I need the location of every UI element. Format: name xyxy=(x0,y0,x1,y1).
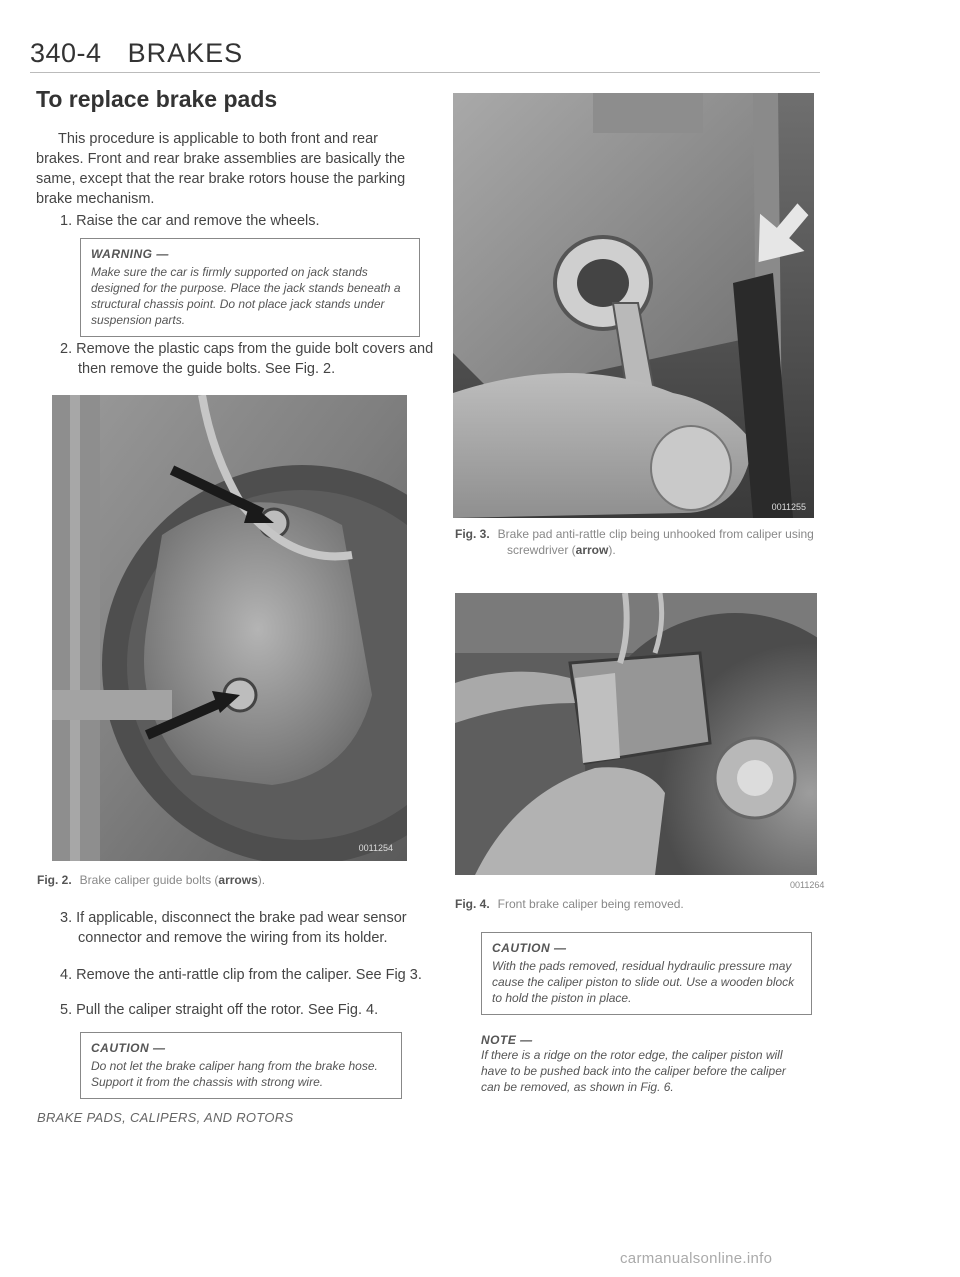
figure-2-code: 0011254 xyxy=(358,843,393,853)
caution-1-title: CAUTION — xyxy=(91,1041,166,1055)
figure-2-caption-emph: arrows xyxy=(218,873,258,887)
step-5: 5. Pull the caliper straight off the rotor. See Fig. 4. xyxy=(60,1002,379,1018)
figure-3-caption-text: Brake pad anti-rattle clip being unhooked from caliper using screwdriver ( xyxy=(497,527,814,557)
section-title: BRAKES xyxy=(127,38,244,68)
figure-3-caption-end: ). xyxy=(608,543,616,557)
caution-2-text: With the pads removed, residual hydraulic pressure may cause the caliper piston to slide out. Use a wooden block to hold the piston in place. xyxy=(492,959,795,1005)
caution-1-text: Do not let the brake caliper hang from the brake hose. Support it from the chassis with strong wire. xyxy=(91,1059,378,1089)
figure-2-photo xyxy=(52,395,407,861)
step-4: 4. Remove the anti-rattle clip from the caliper. See Fig 3. xyxy=(60,967,422,983)
warning-box xyxy=(80,238,420,337)
page-header xyxy=(30,38,243,69)
note-text: If there is a ridge on the rotor edge, the caliper piston will have to be pushed back into the caliper before the caliper can be removed, as shown in Fig. 6. xyxy=(481,1048,786,1094)
note-title: NOTE — xyxy=(481,1033,533,1047)
figure-4-caption xyxy=(455,896,825,912)
figure-3-caption-emph: arrow xyxy=(575,543,609,557)
figure-3-label: Fig. 3. xyxy=(455,527,490,541)
procedure-heading: To replace brake pads xyxy=(36,86,278,112)
page-footer: BRAKE PADS, CALIPERS, AND ROTORS xyxy=(37,1110,294,1125)
page-number: 340-4 xyxy=(30,38,102,68)
warning-title: WARNING — xyxy=(91,247,169,261)
header-rule xyxy=(30,72,820,73)
figure-2-caption xyxy=(37,872,417,888)
figure-3-code: 0011255 xyxy=(771,502,806,512)
caution-2-title: CAUTION — xyxy=(492,941,567,955)
caution-box-2 xyxy=(481,932,812,1015)
figure-4-photo xyxy=(455,593,817,875)
caution-box-1 xyxy=(80,1032,402,1099)
note-block xyxy=(481,1033,801,1095)
warning-text: Make sure the car is firmly supported on jack stands designed for the purpose. Place the jack stands beneath a structural chassis point. Do not place jack stands under suspension parts. xyxy=(91,265,401,327)
figure-2-caption-end: ). xyxy=(257,873,266,887)
step-3: 3. If applicable, disconnect the brake pad wear sensor connector and remove the wiring from its holder. xyxy=(60,910,407,946)
intro-paragraph: This procedure is applicable to both front and rear brakes. Front and rear brake assemblies are basically the same, except that the rear brake rotors house the parking brake mechanism. xyxy=(36,131,406,207)
figure-3-photo xyxy=(453,93,814,518)
step-2: 2. Remove the plastic caps from the guide bolt covers and then remove the guide bolts. See Fig. 2. xyxy=(60,341,434,377)
figure-3-caption xyxy=(455,526,877,558)
figure-4-caption-text: Front brake caliper being removed. xyxy=(497,897,684,911)
figure-4-label: Fig. 4. xyxy=(455,897,490,911)
figure-2-caption-text: Brake caliper guide bolts ( xyxy=(79,873,219,887)
figure-4-code: 0011264 xyxy=(790,880,825,890)
figure-2-label: Fig. 2. xyxy=(37,873,72,887)
step-1: 1. Raise the car and remove the wheels. xyxy=(60,213,320,229)
watermark: carmanualsonline.info xyxy=(620,1250,773,1267)
